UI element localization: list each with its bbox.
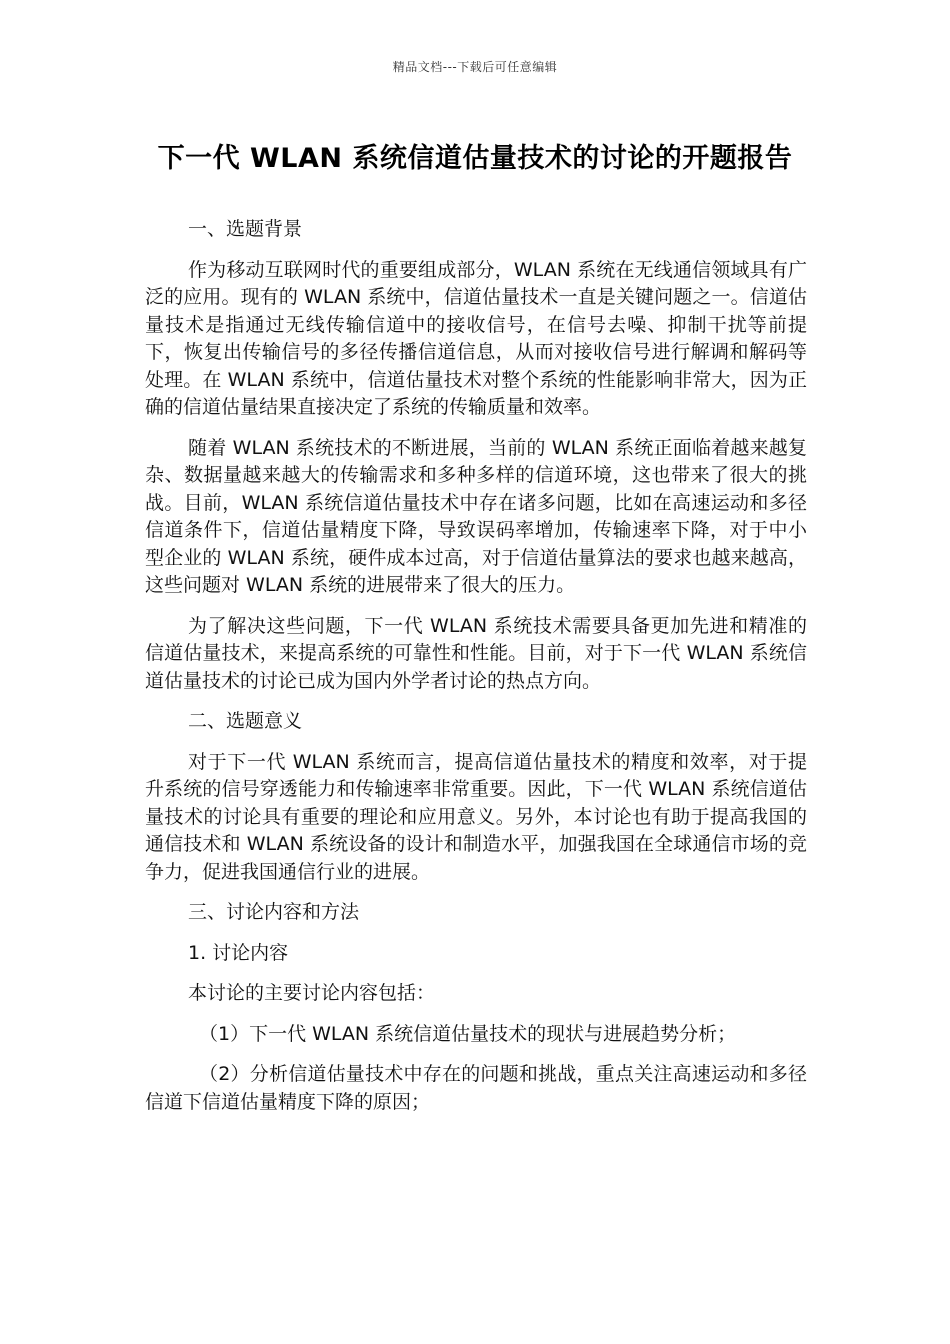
paragraph-content-intro: 本讨论的主要讨论内容包括： bbox=[188, 982, 436, 1004]
list-item-content-1: （1）下一代 WLAN 系统信道估量技术的现状与进展趋势分析； bbox=[199, 1022, 737, 1045]
document-title: 下一代 WLAN 系统信道估量技术的讨论的开题报告 bbox=[157, 143, 793, 174]
subsection-heading-content: 1. 讨论内容 bbox=[188, 941, 289, 964]
list-item-content-2: （2）分析信道估量技术中存在的问题和挑战，重点关注高速运动和多径信道下信道估量精度下降的原因； bbox=[145, 1063, 807, 1113]
document-body bbox=[145, 216, 807, 1129]
paragraph-background-3: 为了解决这些问题，下一代 WLAN 系统技术需要具备更加先进和精准的信道估量技术，来提高系统的可靠性和性能。目前，对于下一代 WLAN 系统信道估量技术的讨论已成为国内外学者讨论的热点方向。 bbox=[145, 614, 807, 692]
section-heading-significance: 二、选题意义 bbox=[188, 710, 303, 732]
paragraph-significance-1: 对于下一代 WLAN 系统而言，提高信道估量技术的精度和效率，对于提升系统的信号穿透能力和传输速率非常重要。因此，下一代 WLAN 系统信道估量技术的讨论具有重要的理论和应用意义。另外，本讨论也有助于提高我国的通信技术和 WLAN 系统设备的设计和制造水平，加强我国在全球通信市场的竞争力，促进我国通信行业的进展。 bbox=[145, 750, 807, 883]
paragraph-background-2: 随着 WLAN 系统技术的不断进展，当前的 WLAN 系统正面临着越来越复杂、数据量越来越大的传输需求和多种多样的信道环境，这也带来了很大的挑战。目前，WLAN 系统信道估量技术中存在诸多问题，比如在高速运动和多径信道条件下，信道估量精度下降，导致误码率增加，传输速率下降，对于中小型企业的 WLAN 系统，硬件成本过高，对于信道估量算法的要求也越来越高，这些问题对 WLAN 系统的进展带来了很大的压力。 bbox=[145, 436, 807, 596]
section-heading-methods: 三、讨论内容和方法 bbox=[188, 901, 360, 923]
paragraph-background-1: 作为移动互联网时代的重要组成部分，WLAN 系统在无线通信领域具有广泛的应用。现有的 WLAN 系统中，信道估量技术一直是关键问题之一。信道估量技术是指通过无线传输信道中的接收信号，在信号去噪、抑制干扰等前提下，恢复出传输信号的多径传播信道信息，从而对接收信号进行解调和解码等处理。在 WLAN 系统中，信道估量技术对整个系统的性能影响非常大，因为正确的信道估量结果直接决定了系统的传输质量和效率。 bbox=[145, 258, 807, 418]
header-note: 精品文档---下载后可任意编辑 bbox=[392, 60, 558, 74]
section-heading-background: 一、选题背景 bbox=[188, 218, 303, 240]
